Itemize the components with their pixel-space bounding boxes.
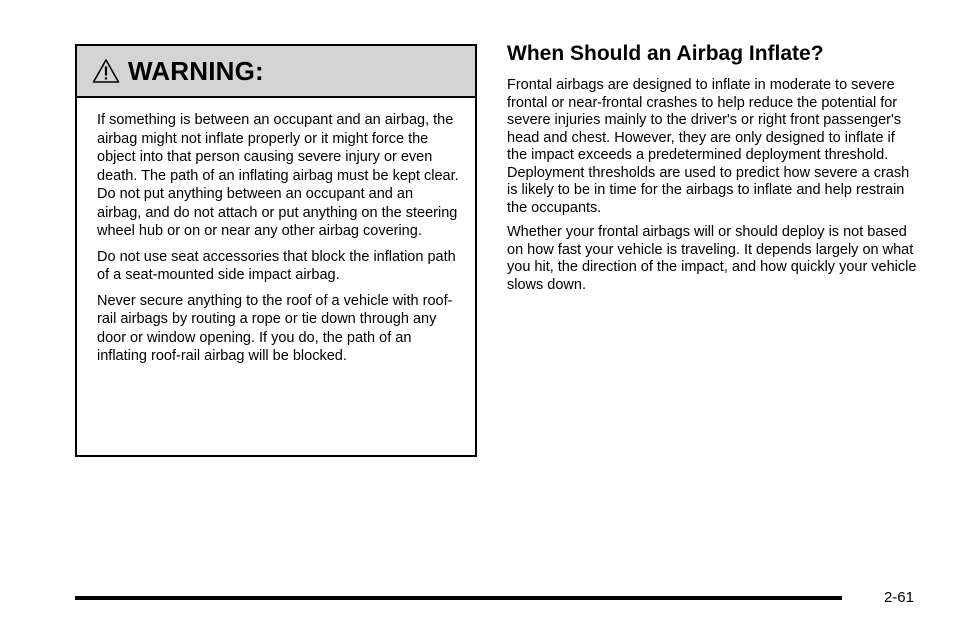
- warning-paragraph: Do not use seat accessories that block the inflation path of a seat-mounted side impact airbag.: [97, 248, 456, 283]
- warning-paragraph: If something is between an occupant and an airbag, the airbag might not inflate properly or it might force the object into that person causing severe injury or even death. The path of an inflating airbag must be kept clear. Do not put anything between an occupant and an airbag, and do not attach or put anything on the steering wheel hub or on or near any other airbag covering.: [97, 112, 459, 239]
- warning-header: [77, 46, 475, 98]
- warning-title: WARNING:: [128, 55, 264, 86]
- page-number: 2-61: [883, 589, 914, 606]
- section-paragraph: Whether your frontal airbags will or should deploy is not based on how fast your vehicle is traveling. It depends largely on what you hit, the direction of the impact, and how quickly your vehicle slows down.: [507, 224, 917, 293]
- airbag-inflate-section: [507, 40, 917, 301]
- warning-box: [75, 44, 477, 457]
- section-title: When Should an Airbag Inflate?: [507, 42, 824, 65]
- footer-rule: [75, 596, 842, 600]
- warning-triangle-icon: [92, 58, 120, 84]
- warning-body: [77, 98, 475, 366]
- warning-paragraph: Never secure anything to the roof of a vehicle with roof-rail airbags by routing a rope or tie down through any door or window opening. If you do, the path of an inflating roof-rail airbag will be blocked.: [97, 292, 453, 364]
- section-paragraph: Frontal airbags are designed to inflate in moderate to severe frontal or near-frontal crashes to help reduce the potential for severe injuries mainly to the driver's or right front passenger's head and chest. However, they are only designed to inflate if the impact exceeds a predetermined deployment threshold. Deployment thresholds are used to predict how severe a crash is likely to be in time for the airbags to inflate and help restrain the occupants.: [507, 77, 910, 216]
